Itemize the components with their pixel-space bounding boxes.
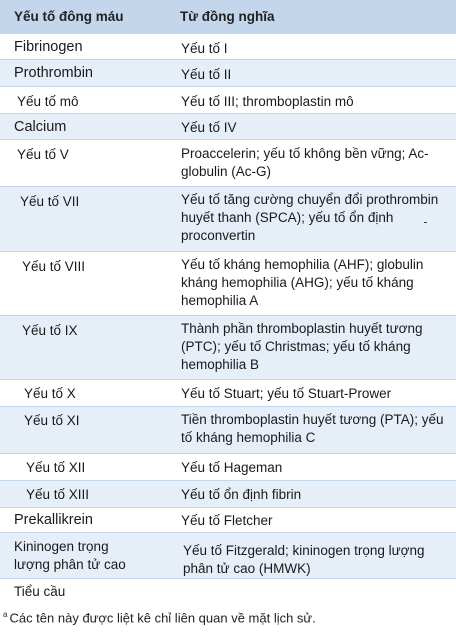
- factor-synonym: Yếu tố Fletcher: [181, 513, 273, 528]
- factor-synonym: Yếu tố kháng hemophilia (AHF); globulin kháng hemophilia (AHG); yếu tố kháng hemophilia A: [181, 257, 424, 308]
- factor-synonym: Yếu tố tăng cường chuyển đổi prothrombin huyết thanh (SPCA); yếu tố ổn định proconvertin: [181, 192, 439, 243]
- table-row: [0, 454, 456, 481]
- factor-name: Calcium: [14, 119, 67, 135]
- factor-name: Yếu tố mô: [17, 94, 79, 109]
- factor-name: Prekallikrein: [14, 512, 93, 528]
- table-row: [0, 60, 456, 87]
- table-row: [0, 380, 456, 407]
- factor-name: Yếu tố XI: [24, 413, 80, 428]
- table-row: [0, 407, 456, 454]
- table-row: [0, 533, 456, 579]
- table-header-row: [0, 0, 456, 34]
- factor-synonym: Proaccelerin; yếu tố không bền vững; Ac-globulin (Ac-G): [181, 146, 429, 179]
- table-row: [0, 316, 456, 380]
- table-row: [0, 481, 456, 508]
- table-row: [0, 87, 456, 114]
- factor-synonym: Thành phần thromboplastin huyết tương (PTC); yếu tố Christmas; yếu tố kháng hemophilia B: [181, 321, 423, 372]
- table-row: [0, 508, 456, 533]
- table-row: [0, 579, 456, 606]
- factor-synonym: Yếu tố Stuart; yếu tố Stuart-Prower: [181, 386, 392, 401]
- factor-synonym: Yếu tố ổn định fibrin: [181, 487, 302, 502]
- factor-synonym: Yếu tố III; thromboplastin mô: [181, 94, 354, 109]
- table-row: [0, 114, 456, 140]
- factor-name: Yếu tố VII: [20, 194, 80, 209]
- factor-name: Yếu tố XIII: [26, 487, 90, 502]
- stray-mark: [424, 222, 427, 223]
- factor-synonym: Yếu tố II: [181, 67, 232, 82]
- factor-name: Yếu tố XII: [26, 460, 86, 475]
- footnote-text: Các tên này được liệt kê chỉ liên quan về mặt lịch sử.: [9, 610, 316, 626]
- factor-name: Yếu tố X: [24, 386, 76, 401]
- factor-name: Yếu tố IX: [22, 323, 78, 338]
- factor-synonym: Yếu tố Fitzgerald; kininogen trọng lượng phân tử cao (HMWK): [183, 543, 425, 576]
- footnote-marker: a: [3, 610, 8, 619]
- factor-name: Yếu tố VIII: [22, 259, 86, 274]
- footnote: [3, 610, 316, 625]
- table-row: [0, 140, 456, 187]
- factor-synonym: Yếu tố Hageman: [181, 460, 283, 475]
- factor-synonym: Tiền thromboplastin huyết tương (PTA); yếu tố kháng hemophilia C: [181, 412, 444, 445]
- column-header-synonym: Từ đồng nghĩa: [168, 0, 456, 34]
- factor-synonym: Yếu tố I: [181, 41, 228, 56]
- factor-name: Fibrinogen: [14, 39, 83, 55]
- column-header-factor: Yếu tố đông máu: [0, 0, 168, 34]
- factor-name: Kininogen trọng lượng phân tử cao: [14, 539, 126, 572]
- table-row: [0, 252, 456, 316]
- factor-synonym: Yếu tố IV: [181, 120, 237, 135]
- factor-name: Tiểu cầu: [14, 584, 66, 599]
- table-row: [0, 187, 456, 252]
- factor-name: Yếu tố V: [17, 147, 69, 162]
- factor-name: Prothrombin: [14, 65, 93, 81]
- table-row: [0, 34, 456, 60]
